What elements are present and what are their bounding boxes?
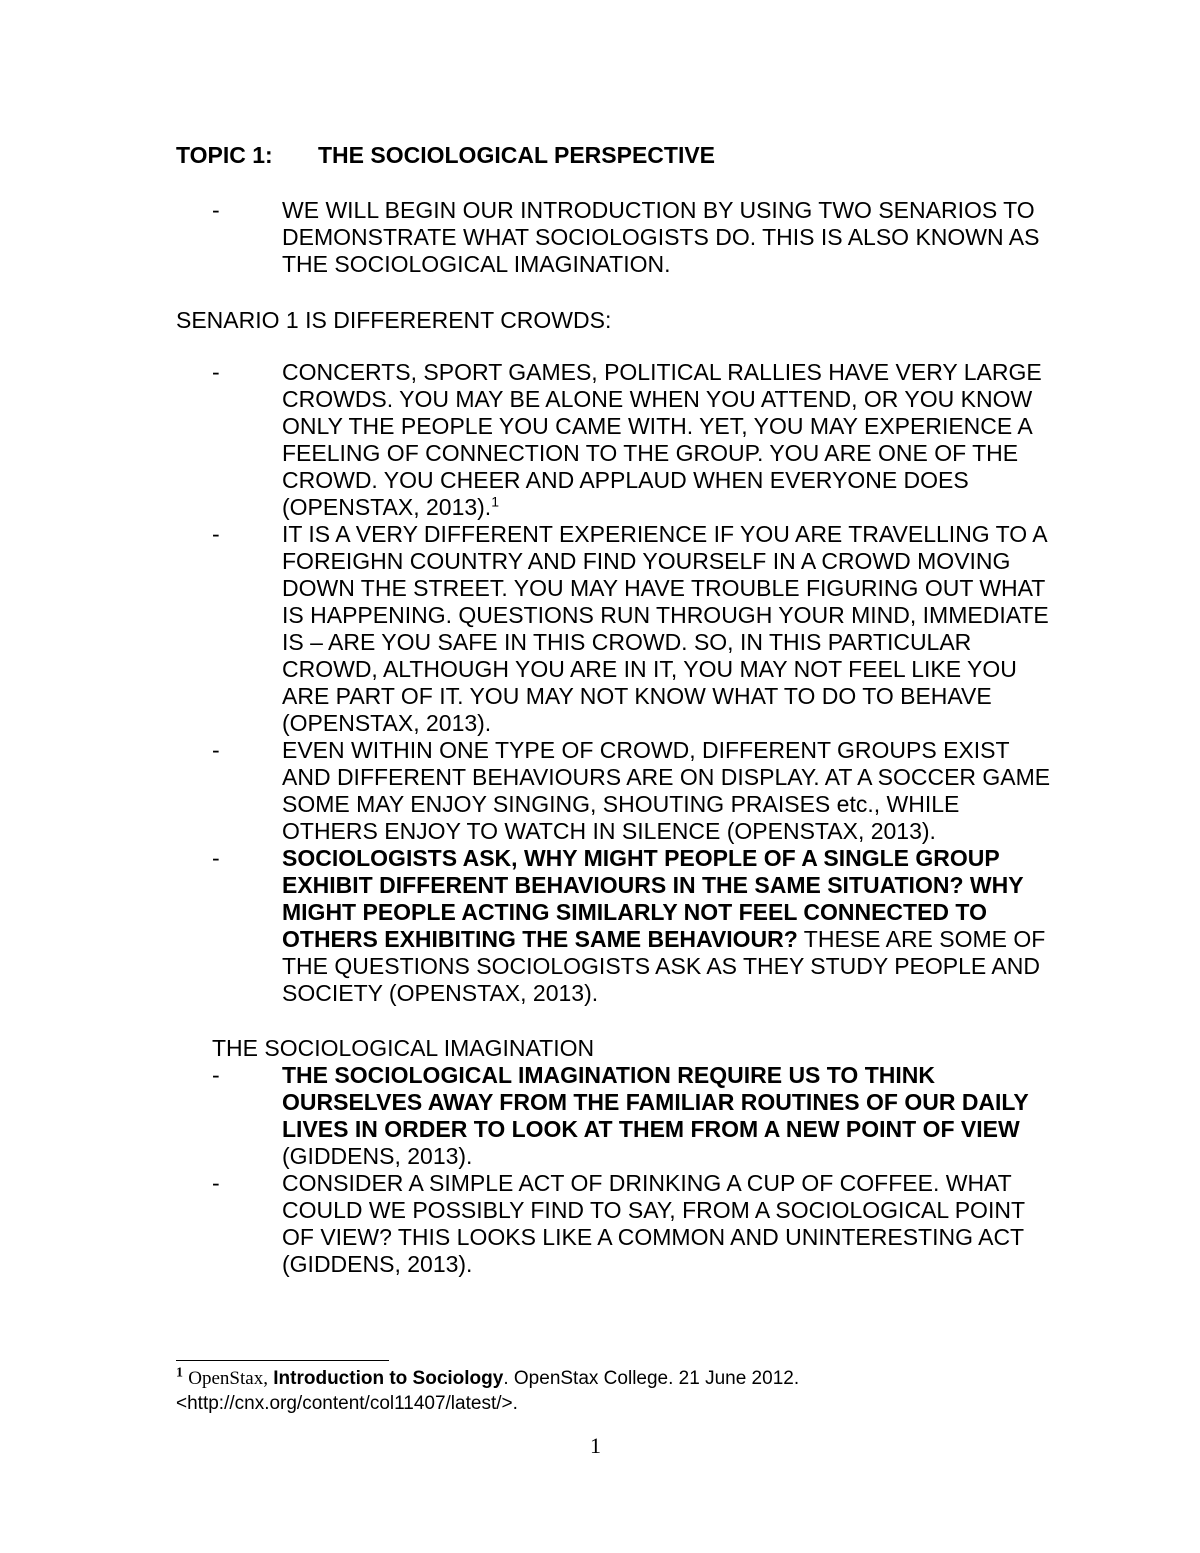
footnote-url[interactable]: <http://cnx.org/content/col11407/latest/>. xyxy=(176,1393,518,1414)
footnote xyxy=(176,1366,1076,1416)
list-item xyxy=(212,197,1052,278)
topic-title: THE SOCIOLOGICAL PERSPECTIVE xyxy=(318,142,716,168)
imagination-heading: THE SOCIOLOGICAL IMAGINATION xyxy=(212,1035,595,1061)
bullet-dash: - xyxy=(212,1170,220,1196)
list-item xyxy=(212,1062,1052,1170)
list-item xyxy=(212,521,1052,737)
list-item xyxy=(212,737,1052,845)
page-title xyxy=(176,142,715,169)
intro-list xyxy=(212,197,1062,278)
bullet-dash: - xyxy=(212,1062,220,1088)
bullet-dash: - xyxy=(212,359,220,385)
footnote-divider xyxy=(176,1360,389,1361)
imagination-list xyxy=(212,1062,1062,1278)
list-item xyxy=(212,359,1052,521)
topic-label: TOPIC 1: xyxy=(176,142,273,168)
bullet-dash: - xyxy=(212,845,220,871)
page-number: 1 xyxy=(590,1433,601,1458)
item-text: THESE ARE SOME OF THE QUESTIONS SOCIOLOGISTS ASK AS THEY STUDY PEOPLE AND SOCIETY (OPENSTAX, 2013). xyxy=(282,926,1046,1006)
intro-text: WE WILL BEGIN OUR INTRODUCTION BY USING TWO SENARIOS TO DEMONSTRATE WHAT SOCIOLOGISTS DO. THIS IS ALSO KNOWN AS THE SOCIOLOGICAL IMAGINATION. xyxy=(282,197,1040,277)
footnote-number: 1 xyxy=(176,1365,183,1381)
list-item xyxy=(212,1170,1052,1278)
item-text: CONCERTS, SPORT GAMES, POLITICAL RALLIES HAVE VERY LARGE CROWDS. YOU MAY BE ALONE WHEN YOU ATTEND, OR YOU KNOW ONLY THE PEOPLE YOU CAME WITH. YET, YOU MAY EXPERIENCE A FEELING OF CONNECTION TO THE GROUP. YOU ARE ONE OF THE CROWD. YOU CHEER AND APPLAUD WHEN EVERYONE DOES (OPENSTAX, 2013). xyxy=(282,359,1042,520)
footnote-author: OpenStax, xyxy=(188,1368,268,1389)
item-text: (GIDDENS, 2013). xyxy=(282,1143,473,1169)
footnote-book-title: Introduction to Sociology xyxy=(273,1368,504,1389)
bullet-dash: - xyxy=(212,737,220,763)
scenario1-list xyxy=(212,359,1062,1007)
footnote-ref[interactable]: 1 xyxy=(491,493,499,510)
item-text: EVEN WITHIN ONE TYPE OF CROWD, DIFFERENT GROUPS EXIST AND DIFFERENT BEHAVIOURS ARE ON DISPLAY. AT A SOCCER GAME SOME MAY ENJOY SINGING, SHOUTING PRAISES etc., WHILE OTHERS ENJOY TO WATCH IN SILENCE (OPENSTAX, 2013). xyxy=(282,737,1051,844)
list-item xyxy=(212,845,1052,1007)
scenario1-heading: SENARIO 1 IS DIFFERERENT CROWDS: xyxy=(176,307,612,333)
item-text: CONSIDER A SIMPLE ACT OF DRINKING A CUP OF COFFEE. WHAT COULD WE POSSIBLY FIND TO SAY, FROM A SOCIOLOGICAL POINT OF VIEW? THIS LOOKS LIKE A COMMON AND UNINTERESTING ACT (GIDDENS, 2013). xyxy=(282,1170,1025,1277)
item-text: IT IS A VERY DIFFERENT EXPERIENCE IF YOU ARE TRAVELLING TO A FOREIGHN COUNTRY AND FIND YOURSELF IN A CROWD MOVING DOWN THE STREET. YOU MAY HAVE TROUBLE FIGURING OUT WHAT IS HAPPENING. QUESTIONS RUN THROUGH YOUR MIND, IMMEDIATE IS – ARE YOU SAFE IN THIS CROWD. SO, IN THIS PARTICULAR CROWD, ALTHOUGH YOU ARE IN IT, YOU MAY NOT FEEL LIKE YOU ARE PART OF IT. YOU MAY NOT KNOW WHAT TO DO TO BEHAVE (OPENSTAX, 2013). xyxy=(282,521,1049,736)
item-bold-text: SOCIOLOGISTS ASK, WHY MIGHT PEOPLE OF A SINGLE GROUP EXHIBIT DIFFERENT BEHAVIOURS IN THE SAME SITUATION? WHY MIGHT PEOPLE ACTING SIMILARLY NOT FEEL CONNECTED TO OTHERS EXHIBITING THE SAME BEHAVIOUR? xyxy=(282,845,1024,952)
item-bold-text: THE SOCIOLOGICAL IMAGINATION REQUIRE US TO THINK OURSELVES AWAY FROM THE FAMILIAR ROUTINES OF OUR DAILY LIVES IN ORDER TO LOOK AT THEM FROM A NEW POINT OF VIEW xyxy=(282,1062,1029,1142)
bullet-dash: - xyxy=(212,197,220,223)
footnote-details: . OpenStax College. 21 June 2012. xyxy=(503,1368,800,1389)
bullet-dash: - xyxy=(212,521,220,547)
